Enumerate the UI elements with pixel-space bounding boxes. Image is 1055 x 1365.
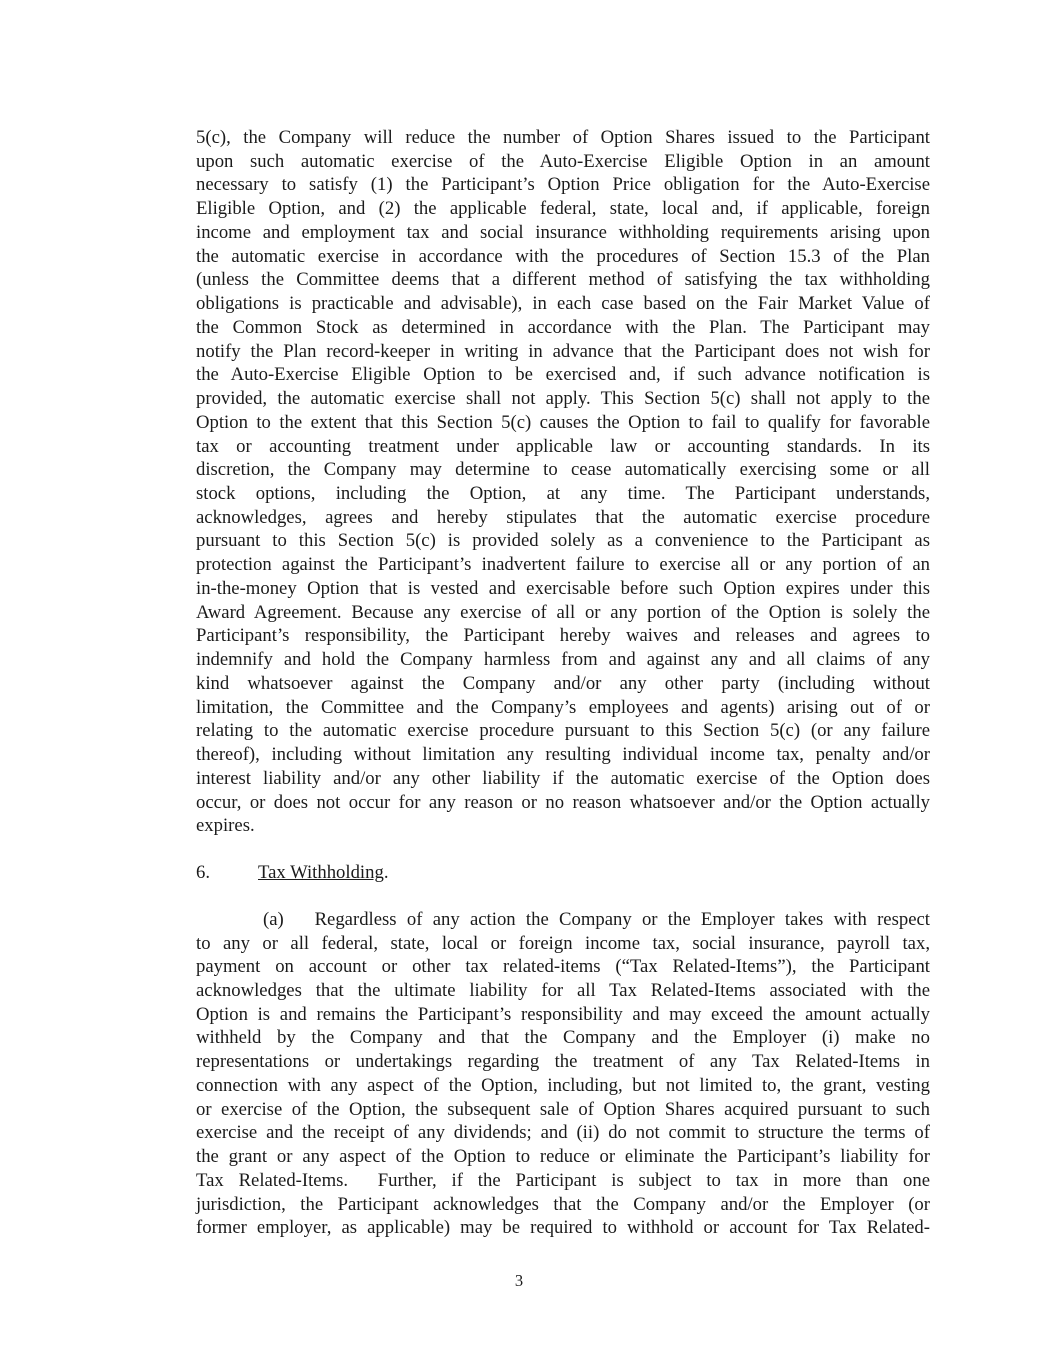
- text-line: necessary to satisfy (1) the Participant’s Option Price obligation for the Auto-Exercise: [196, 174, 930, 196]
- text-line: obligations is practicable and advisable), in each case based on the Fair Market Value of: [196, 293, 930, 315]
- text-line: thereof), including without limitation any resulting individual income tax, penalty and/or: [196, 744, 930, 766]
- text-line: indemnify and hold the Company harmless from and against any and all claims of any: [196, 649, 930, 671]
- text-line: connection with any aspect of the Option, including, but not limited to, the grant, vesting: [196, 1074, 930, 1096]
- text-line: protection against the Participant’s inadvertent failure to exercise all or any portion of an: [196, 554, 930, 576]
- text-line: Option to the extent that this Section 5(c) causes the Option to fail to qualify for favorable: [196, 411, 930, 433]
- text-line: exercise and the receipt of any dividends; and (ii) do not commit to structure the terms of: [196, 1122, 930, 1144]
- text-line: provided, the automatic exercise shall not apply. This Section 5(c) shall not apply to the: [196, 388, 930, 410]
- text-line: expires.: [196, 815, 255, 837]
- text-line: acknowledges, agrees and hereby stipulates that the automatic exercise procedure: [196, 506, 930, 528]
- text-line: or exercise of the Option, the subsequent sale of Option Shares acquired pursuant to such: [196, 1098, 930, 1120]
- text-block: [196, 126, 930, 1240]
- text-line: Tax Related-Items. Further, if the Participant is subject to tax in more than one: [196, 1169, 930, 1191]
- section-title: Tax Withholding: [258, 862, 384, 884]
- text-line: stock options, including the Option, at any time. The Participant understands,: [196, 483, 930, 505]
- text-line: in-the-money Option that is vested and exercisable before such Option expires under this: [196, 577, 930, 599]
- text-line: income and employment tax and social insurance withholding requirements arising upon: [196, 221, 930, 243]
- text-line: Award Agreement. Because any exercise of all or any portion of the Option is solely the: [196, 601, 930, 623]
- text-line: interest liability and/or any other liability if the automatic exercise of the Option does: [196, 767, 930, 789]
- section-number: 6.: [196, 862, 211, 884]
- text-line: to any or all federal, state, local or foreign income tax, social insurance, payroll tax,: [196, 932, 930, 954]
- text-line: the automatic exercise in accordance with the procedures of Section 15.3 of the Plan: [196, 245, 930, 267]
- paragraph-6a: [196, 908, 930, 1240]
- section-6-heading: [196, 861, 930, 885]
- text-line: Participant’s responsibility, the Participant hereby waives and releases and agrees to: [196, 625, 930, 647]
- text-line: occur, or does not occur for any reason or no reason whatsoever and/or the Option actually: [196, 791, 930, 813]
- text-line: 5(c), the Company will reduce the number of Option Shares issued to the Participant: [196, 127, 930, 148]
- text-line: upon such automatic exercise of the Auto-Exercise Eligible Option in an amount: [196, 150, 930, 172]
- text-line: limitation, the Committee and the Company’s employees and agents) arising out of or: [196, 696, 930, 718]
- text-line: (unless the Committee deems that a different method of satisfying the tax withholding: [196, 269, 930, 291]
- text-line: discretion, the Company may determine to cease automatically exercising some or all: [196, 459, 930, 481]
- section-title-period: .: [383, 862, 389, 884]
- paragraph-5c-continuation: [196, 126, 930, 838]
- text-line: jurisdiction, the Participant acknowledges that the Company and/or the Employer (or: [196, 1193, 930, 1215]
- text-line: tax or accounting treatment under applicable law or accounting standards. In its: [196, 435, 930, 457]
- text-line: former employer, as applicable) may be required to withhold or account for Tax Related-: [196, 1217, 930, 1239]
- text-line: the Auto-Exercise Eligible Option to be exercised and, if such advance notification is: [196, 364, 930, 386]
- text-line: Option is and remains the Participant’s responsibility and may exceed the amount actually: [196, 1003, 930, 1025]
- text-line: representations or undertakings regarding the treatment of any Tax Related-Items in: [196, 1051, 930, 1073]
- text-line: (a) Regardless of any action the Company or the Employer takes with respect: [263, 908, 930, 930]
- text-line: Eligible Option, and (2) the applicable federal, state, local and, if applicable, foreign: [196, 198, 930, 220]
- text-line: withheld by the Company and that the Company and the Employer (i) make no: [196, 1027, 930, 1049]
- text-line: payment on account or other tax related-items (“Tax Related-Items”), the Participant: [196, 956, 930, 978]
- text-line: the grant or any aspect of the Option to reduce or eliminate the Participant’s liability for: [196, 1146, 930, 1168]
- text-line: relating to the automatic exercise procedure pursuant to this Section 5(c) (or any failure: [196, 720, 930, 742]
- page-number: 3: [514, 1271, 524, 1290]
- text-line: kind whatsoever against the Company and/or any other party (including without: [196, 672, 930, 694]
- text-line: acknowledges that the ultimate liability for all Tax Related-Items associated with the: [196, 979, 930, 1001]
- text-line: notify the Plan record-keeper in writing in advance that the Participant does not wish for: [196, 340, 930, 362]
- text-line: pursuant to this Section 5(c) is provided solely as a convenience to the Participant as: [196, 530, 930, 552]
- text-line: the Common Stock as determined in accordance with the Plan. The Participant may: [196, 316, 930, 338]
